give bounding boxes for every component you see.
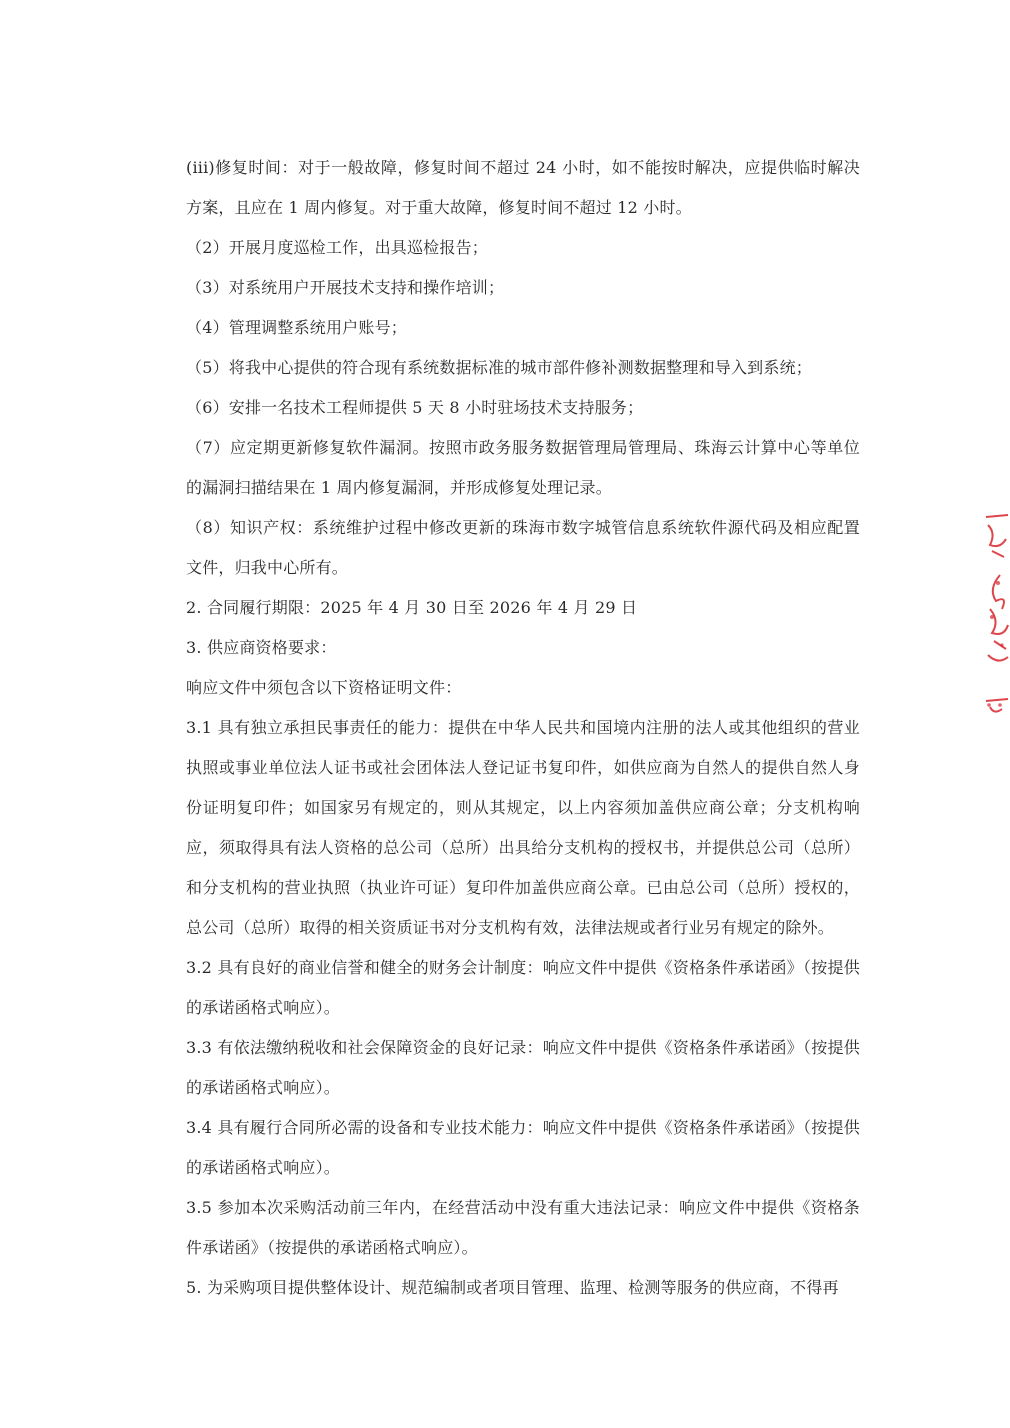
paragraph-repair-time: (iii)修复时间：对于一般故障，修复时间不超过 24 小时，如不能按时解决，应提供临时解决方案，且应在 1 周内修复。对于重大故障，修复时间不超过 12 小时。 <box>186 158 860 217</box>
paragraph-5: 5. 为采购项目提供整体设计、规范编制或者项目管理、监理、检测等服务的供应商，不得再 <box>186 1278 839 1297</box>
paragraph-item-2: （2）开展月度巡检工作，出具巡检报告； <box>186 238 488 257</box>
paragraph-3-4: 3.4 具有履行合同所必需的设备和专业技术能力：响应文件中提供《资格条件承诺函》（按提供的承诺函格式响应）。 <box>186 1118 860 1177</box>
paragraph-item-6: （6）安排一名技术工程师提供 5 天 8 小时驻场技术支持服务； <box>186 398 644 417</box>
seal-stamp-fragment <box>980 505 1010 725</box>
paragraph-item-8: （8）知识产权：系统维护过程中修改更新的珠海市数字城管信息系统软件源代码及相应配置文件，归我中心所有。 <box>186 518 860 577</box>
paragraph-supplier-heading: 3. 供应商资格要求： <box>186 638 337 657</box>
paragraph-item-4: （4）管理调整系统用户账号； <box>186 318 407 337</box>
seal-stamp-icon <box>980 505 1010 725</box>
paragraph-item-3: （3）对系统用户开展技术支持和操作培训； <box>186 278 505 297</box>
paragraph-3-3: 3.3 有依法缴纳税收和社会保障资金的良好记录：响应文件中提供《资格条件承诺函》（按提供的承诺函格式响应）。 <box>186 1038 860 1097</box>
document-body <box>186 148 860 1308</box>
paragraph-3-5: 3.5 参加本次采购活动前三年内，在经营活动中没有重大违法记录：响应文件中提供《资格条件承诺函》（按提供的承诺函格式响应）。 <box>186 1198 860 1257</box>
paragraph-contract-term: 2. 合同履行期限：2025 年 4 月 30 日至 2026 年 4 月 29 日 <box>186 598 638 617</box>
paragraph-3-2: 3.2 具有良好的商业信誉和健全的财务会计制度：响应文件中提供《资格条件承诺函》（按提供的承诺函格式响应）。 <box>186 958 860 1017</box>
paragraph-item-5: （5）将我中心提供的符合现有系统数据标准的城市部件修补测数据整理和导入到系统； <box>186 358 812 377</box>
paragraph-item-7: （7）应定期更新修复软件漏洞。按照市政务服务数据管理局管理局、珠海云计算中心等单位的漏洞扫描结果在 1 周内修复漏洞，并形成修复处理记录。 <box>186 438 860 497</box>
paragraph-docs-required: 响应文件中须包含以下资格证明文件： <box>186 678 462 697</box>
paragraph-3-1: 3.1 具有独立承担民事责任的能力：提供在中华人民共和国境内注册的法人或其他组织的营业执照或事业单位法人证书或社会团体法人登记证书复印件，如供应商为自然人的提供自然人身份证明复印件；如国家另有规定的，则从其规定，以上内容须加盖供应商公章；分支机构响应，须取得具有法人资格的总公司（总所）出具给分支机构的授权书，并提供总公司（总所）和分支机构的营业执照（执业许可证）复印件加盖供应商公章。已由总公司（总所）授权的，总公司（总所）取得的相关资质证书对分支机构有效，法律法规或者行业另有规定的除外。 <box>186 718 860 937</box>
